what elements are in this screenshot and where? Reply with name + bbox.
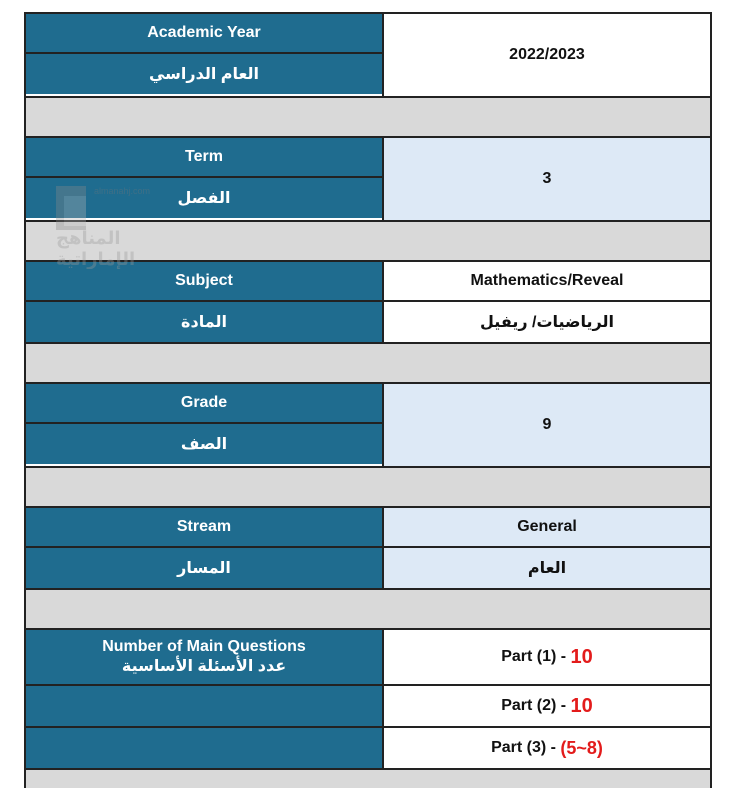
stream-value-en: General [384,508,710,548]
spacer-row [26,222,710,262]
academic-year-value: 2022/2023 [384,14,710,96]
stream-label-ar: المسار [26,548,382,588]
part-3-label: Part (3) - [491,739,561,756]
spacer-row [26,468,710,508]
part-1-count: 10 [570,645,593,668]
academic-year-label-ar: العام الدراسي [26,54,382,94]
part-2-label: Part (2) - [501,697,571,714]
term-label-ar: الفصل [26,178,382,218]
stream-label-en: Stream [26,508,382,548]
term-label-en: Term [26,138,382,178]
subject-label-en: Subject [26,262,382,302]
spacer-row [26,590,710,630]
academic-year-label-en: Academic Year [26,14,382,54]
main-questions-blank-cell [26,728,382,768]
part-2-count: 10 [570,694,593,717]
watermark-text: المناهج الإماراتية [56,228,136,269]
stream-row [26,508,710,590]
stream-value-ar: العام [384,548,710,588]
grade-label-en: Grade [26,384,382,424]
part-3-count: (5~8) [560,737,603,758]
main-questions-label-en: Number of Main Questions [102,638,306,655]
part-3-cell [384,728,710,768]
subject-label-ar: المادة [26,302,382,342]
watermark-site: almanahj.com [94,186,151,196]
exam-info-table [24,12,712,788]
term-value: 3 [384,138,710,220]
spacer-row [26,98,710,138]
grade-value: 9 [384,384,710,466]
subject-row [26,262,710,344]
spacer-row [26,344,710,384]
grade-row [26,384,710,468]
spacer-row [26,770,710,788]
subject-value-ar: الرياضيات/ ريفيل [384,302,710,342]
main-questions-label [26,630,382,686]
subject-value-en: Mathematics/Reveal [384,262,710,302]
main-questions-label-ar: عدد الأسئلة الأساسية [121,658,287,675]
academic-year-row [26,14,710,98]
grade-label-ar: الصف [26,424,382,464]
part-1-cell [384,630,710,686]
part-2-cell [384,686,710,728]
part-1-label: Part (1) - [501,648,571,665]
main-questions-blank-cell [26,686,382,728]
main-questions-row [26,630,710,770]
term-row [26,138,710,222]
